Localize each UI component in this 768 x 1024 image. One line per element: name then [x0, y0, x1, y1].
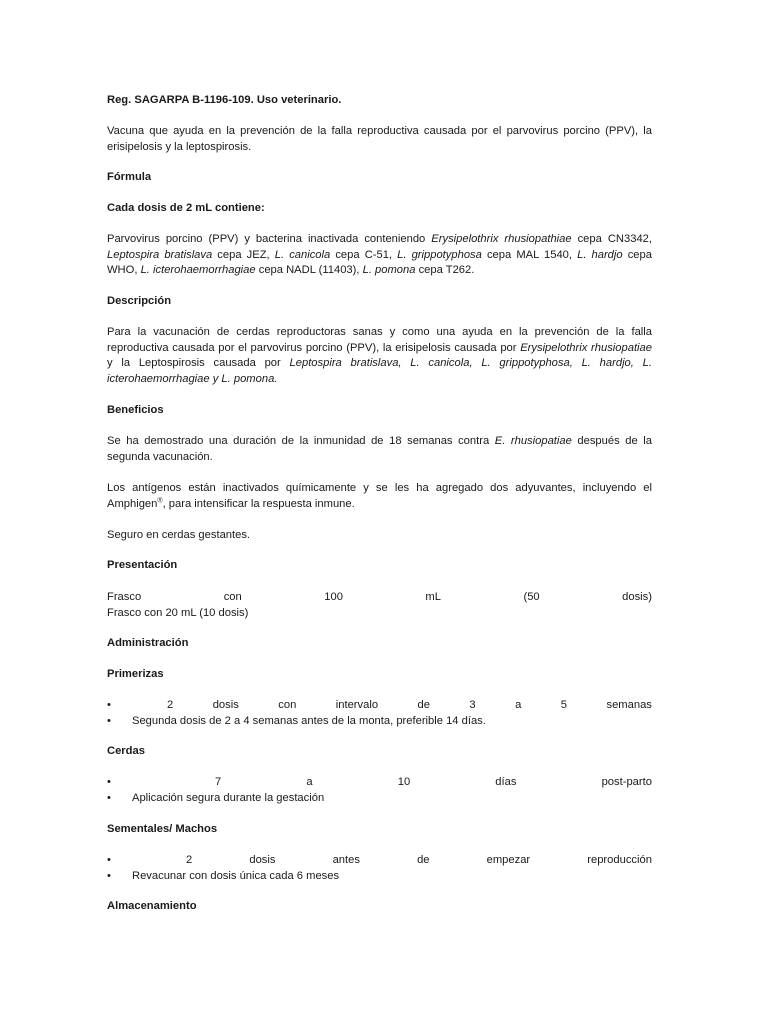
beneficios-heading: Beneficios	[107, 404, 164, 416]
list-item: • 2 dosis con intervalo de 3 a 5 semanas	[107, 698, 652, 714]
bullet-icon: •	[107, 854, 111, 866]
cerdas-list	[107, 775, 652, 806]
list-item: • 2 dosis antes de empezar reproducción	[107, 853, 652, 869]
beneficio-paragraph-1: Se ha demostrado una duración de la inmunidad de 18 semanas contra E. rhusiopatiae después de la segunda vacunación.	[107, 435, 652, 463]
intro-paragraph: Vacuna que ayuda en la prevención de la falla reproductiva causada por el parvovirus porcino (PPV), la erisipelosis y la leptospirosis.	[107, 125, 652, 153]
formula-paragraph: Parvovirus porcino (PPV) y bacterina inactivada conteniendo Erysipelothrix rhusiopathiae cepa CN3342, Leptospira bratislava cepa JEZ, L. canicola cepa C-51, L. grippotyphosa cepa MAL 1540, L. hardjo cepa WHO, L. icterohaemorrhagiae cepa NADL (11403), L. pomona cepa T262.	[107, 233, 652, 276]
list-item: • Aplicación segura durante la gestación	[107, 791, 652, 807]
administracion-heading: Administración	[107, 637, 189, 649]
sementales-heading: Sementales/ Machos	[107, 823, 218, 835]
beneficio-paragraph-2: Los antígenos están inactivados químicamente y se les ha agregado dos adyuvantes, incluyendo el Amphigen®, para intensificar la respuesta inmune.	[107, 482, 652, 510]
descripcion-paragraph: Para la vacunación de cerdas reproductoras sanas y como una ayuda en la prevención de la falla reproductiva causada por el parvovirus porcino (PPV), la erisipelosis causada por Erysipelothrix rhusiopatiae y la Leptospirosis causada por Leptospira bratislava, L. canicola, L. grippotyphosa, L. hardjo, L. icterohaemorrhagiae y L. pomona.	[107, 326, 652, 385]
list-item: • 7 a 10 días post-parto	[107, 775, 652, 791]
beneficio-paragraph-3: Seguro en cerdas gestantes.	[107, 529, 251, 541]
list-item: • Revacunar con dosis única cada 6 meses	[107, 869, 652, 885]
list-item: • Segunda dosis de 2 a 4 semanas antes de la monta, preferible 14 días.	[107, 714, 652, 730]
bullet-icon: •	[107, 869, 111, 882]
registration-line: Reg. SAGARPA B-1196-109. Uso veterinario.	[107, 94, 342, 106]
bullet-icon: •	[107, 714, 111, 727]
bullet-icon: •	[107, 699, 111, 711]
primerizas-heading: Primerizas	[107, 668, 164, 680]
presentacion-heading: Presentación	[107, 559, 178, 571]
sementales-list	[107, 853, 652, 884]
cerdas-heading: Cerdas	[107, 745, 145, 757]
bullet-icon: •	[107, 791, 111, 804]
presentacion-line-2: Frasco con 20 mL (10 dosis)	[107, 606, 249, 619]
primerizas-list	[107, 698, 652, 729]
dose-heading: Cada dosis de 2 mL contiene:	[107, 202, 265, 214]
descripcion-heading: Descripción	[107, 295, 172, 307]
presentacion-list	[107, 590, 652, 621]
bullet-icon: •	[107, 776, 111, 788]
almacenamiento-heading: Almacenamiento	[107, 900, 197, 912]
formula-heading: Fórmula	[107, 171, 152, 183]
presentacion-line-1: Frasco con 100 mL (50 dosis)	[107, 591, 652, 603]
